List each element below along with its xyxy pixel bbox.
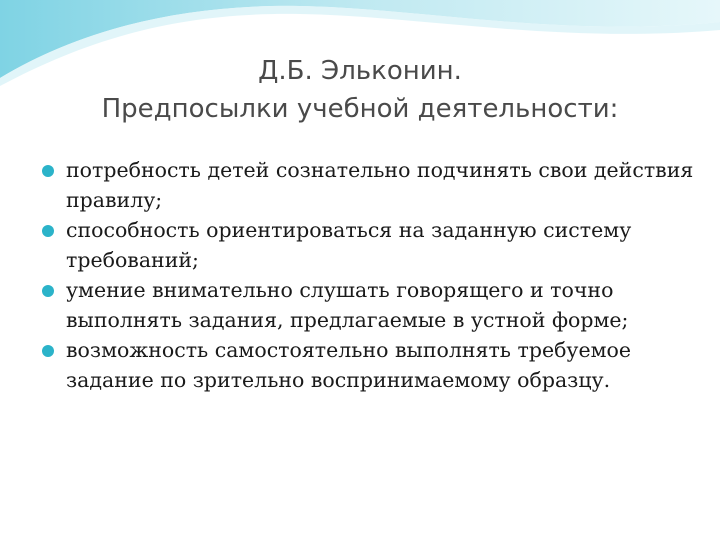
title-line-2: Предпосылки учебной деятельности:: [101, 94, 619, 124]
title-line-1: Д.Б. Эльконин.: [258, 56, 462, 86]
bullet-dot-icon: [42, 345, 54, 357]
bullet-dot-icon: [42, 225, 54, 237]
bullet-text: умение внимательно слушать говорящего и точно выполнять задания, предлагаемые в устной форме;: [66, 278, 629, 332]
bullet-item: [42, 215, 702, 275]
bullet-list: [42, 155, 702, 395]
bullet-item: [42, 275, 702, 335]
bullet-text: возможность самостоятельно выполнять требуемое задание по зрительно воспринимаемому образцу.: [66, 338, 632, 392]
bullet-text: потребность детей сознательно подчинять свои действия правилу;: [66, 158, 694, 212]
bullet-text: способность ориентироваться на заданную систему требований;: [66, 218, 632, 272]
bullet-dot-icon: [42, 285, 54, 297]
bullet-item: [42, 155, 702, 215]
bullet-item: [42, 335, 702, 395]
slide-title: [0, 52, 720, 128]
bullet-dot-icon: [42, 165, 54, 177]
